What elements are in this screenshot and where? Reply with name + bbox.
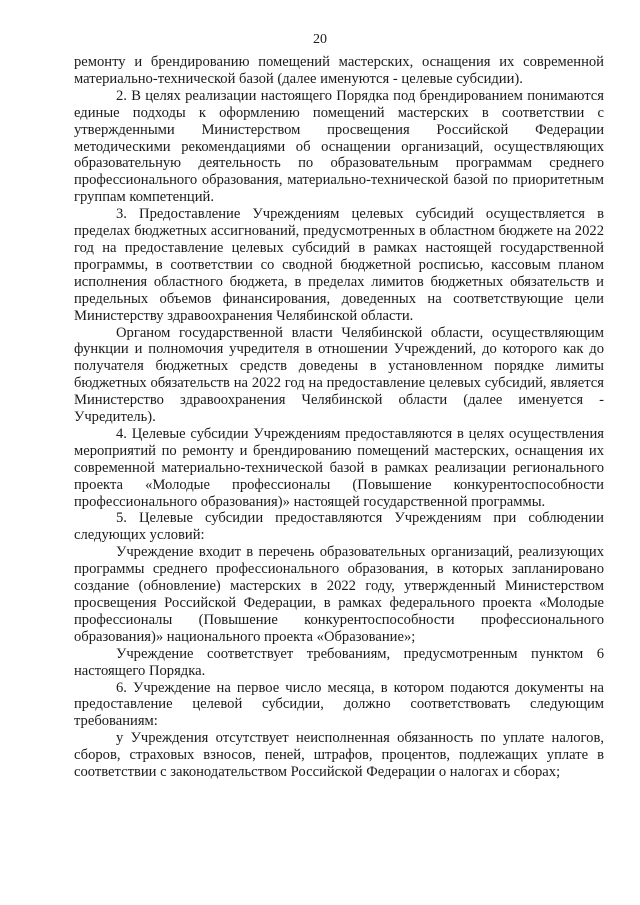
paragraph-item-3: 3. Предоставление Учреждениям целевых субсидий осуществляется в пределах бюджетных ассигнований, предусмотренных в областном бюджете на 2022 год на предоставление целевых субсидий в рамках настоящей государственной программы, в соответствии со сводной бюджетной росписью, кассовым планом исполнения областного бюджета, в пределах лимитов бюджетных обязательств и предельных объемов финансирования, доведенных на соответствующие цели Министерству здравоохранения Челябинской области. — [74, 206, 604, 324]
paragraph-item-5: 5. Целевые субсидии предоставляются Учреждениям при соблюдении следующих условий: — [74, 510, 604, 544]
paragraph-founder-authority: Органом государственной власти Челябинской области, осуществляющим функции и полномочия учредителя в отношении Учреждений, до которого как до получателя бюджетных средств доведены в установленном порядке лимиты бюджетных обязательств на 2022 год на предоставление целевых субсидий, является Министерство здравоохранения Челябинской области (далее именуется - Учредитель). — [74, 324, 604, 426]
paragraph-condition-requirements: Учреждение соответствует требованиям, предусмотренным пунктом 6 настоящего Порядка. — [74, 645, 604, 679]
paragraph-item-6: 6. Учреждение на первое число месяца, в котором подаются документы на предоставление целевой субсидии, должно соответствовать следующим требованиям: — [74, 679, 604, 730]
paragraph-condition-list: Учреждение входит в перечень образовательных организаций, реализующих программы среднего профессионального образования, в которых запланировано создание (обновление) мастерских в 2022 году, утвержденный Министерством просвещения Российской Федерации, в рамках федерального проекта «Молодые профессионалы (Повышение конкурентоспособности профессионального образования)» национального проекта «Образование»; — [74, 544, 604, 645]
paragraph-item-2: 2. В целях реализации настоящего Порядка под брендированием понимаются единые подходы к оформлению помещений мастерских в соответствии с утвержденными Министерством просвещения Российской Федерации методическими рекомендациями об оснащении организаций, осуществляющих образовательную деятельность по образовательным программам среднего профессионального образования, материально-технической базой по приоритетным группам компетенций. — [74, 87, 604, 206]
paragraph-tax-requirement: у Учреждения отсутствует неисполненная обязанность по уплате налогов, сборов, страховых взносов, пеней, штрафов, процентов, подлежащих уплате в соответствии с законодательством Российской Федерации о налогах и сборах; — [74, 730, 604, 781]
paragraph-continuation: ремонту и брендированию помещений мастерских, оснащения их современной материально-технической базой (далее именуются - целевые субсидии). — [74, 54, 604, 87]
page-number: 20 — [313, 32, 327, 47]
paragraph-item-4: 4. Целевые субсидии Учреждениям предоставляются в целях осуществления мероприятий по ремонту и брендированию помещений мастерских, оснащения их современной материально-технической базой в рамках реализации регионального проекта «Молодые профессионалы (Повышение конкурентоспособности профессионального образования)» настоящей государственной программы. — [74, 425, 604, 510]
